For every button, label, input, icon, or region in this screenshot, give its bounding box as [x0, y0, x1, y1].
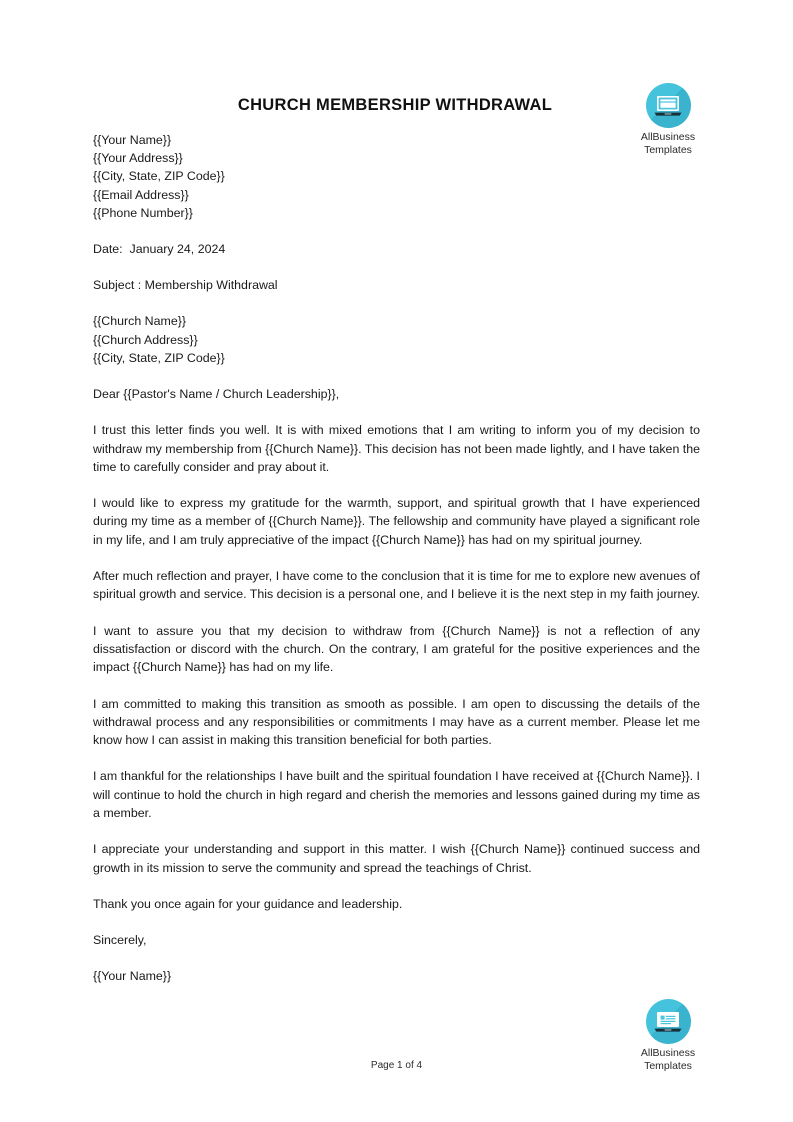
- page-title: CHURCH MEMBERSHIP WITHDRAWAL: [237, 96, 553, 114]
- thanks-line: Thank you once again for your guidance and leadership.: [93, 896, 403, 911]
- salutation: Dear {{Pastor's Name / Church Leadership}},: [93, 387, 340, 402]
- letter-paragraph: I am thankful for the relationships I have built and the spiritual foundation I have received at {{Church Name}}. I will continue to hold the church in high regard and cherish the memories and lessons gained during my time as a member.: [93, 769, 700, 820]
- subject-line: Subject : Membership Withdrawal: [93, 278, 278, 293]
- sender-name: {{Your Name}}: [93, 133, 172, 147]
- brand-name-line1: AllBusiness: [640, 131, 696, 143]
- laptop-icon: [646, 999, 691, 1044]
- sender-phone: {{Phone Number}}: [93, 205, 193, 220]
- page-indicator: Page 1 of 4: [370, 1060, 423, 1071]
- spacer: [93, 403, 700, 421]
- date-line: Date: January 24, 2024: [93, 242, 226, 257]
- recipient-church-name: {{Church Name}}: [93, 314, 186, 329]
- recipient-address-block: [93, 312, 700, 367]
- closing: Sincerely,: [93, 933, 147, 948]
- spacer: [93, 222, 700, 240]
- sender-city-state-zip: {{City, State, ZIP Code}}: [93, 169, 225, 184]
- recipient-city-state-zip: {{City, State, ZIP Code}}: [93, 350, 225, 365]
- letter-paragraph: After much reflection and prayer, I have come to the conclusion that it is time for me to explore new avenues of spiritual growth and service. This decision is a personal one, and I believe it is the next step in my faith journey.: [93, 569, 701, 602]
- letter-body: [93, 131, 700, 985]
- letter-paragraph: I want to assure you that my decision to withdraw from {{Church Name}} is not a reflection of any dissatisfaction or discord with the church. On the contrary, I am grateful for the positive experiences and the impact {{Church Name}} has had on my life.: [93, 623, 700, 675]
- brand-name-line2: Templates: [644, 143, 692, 156]
- brand-name-line2: Templates: [644, 1059, 692, 1072]
- spacer: [93, 367, 700, 385]
- sender-address: {{Your Address}}: [93, 151, 183, 166]
- letter-paragraph: I would like to express my gratitude for the warmth, support, and spiritual growth that I have experienced during my time as a member of {{Church Name}}. The fellowship and community have played a significant role in my life, and I am truly appreciative of the impact {{Church Name}} has had on my spiritual journey.: [93, 496, 700, 547]
- recipient-church-address: {{Church Address}}: [93, 332, 198, 347]
- brand-name-line1: AllBusiness: [640, 1047, 696, 1059]
- sender-email: {{Email Address}}: [93, 187, 189, 202]
- letter-paragraph: I trust this letter finds you well. It is with mixed emotions that I am writing to inform you of my decision to withdraw my membership from {{Church Name}}. This decision has not been made lightly, and I have taken the time to carefully consider and pray about it.: [93, 423, 701, 474]
- letter-paragraph: I am committed to making this transition as smooth as possible. I am open to discussing the details of the withdrawal process and any responsibilities or commitments I may have as a current member. Please let me know how I can assist in making this transition beneficial for both parties.: [93, 696, 700, 748]
- laptop-icon: [646, 83, 691, 128]
- spacer: [93, 294, 700, 312]
- spacer: [93, 258, 700, 276]
- letter-paragraph: I appreciate your understanding and support in this matter. I wish {{Church Name}} continued success and growth in its mission to serve the community and spread the teachings of Christ.: [93, 842, 700, 875]
- spacer: [93, 949, 700, 967]
- spacer: [93, 913, 700, 931]
- signature-name: {{Your Name}}: [93, 969, 172, 984]
- sender-address-block: [93, 131, 700, 222]
